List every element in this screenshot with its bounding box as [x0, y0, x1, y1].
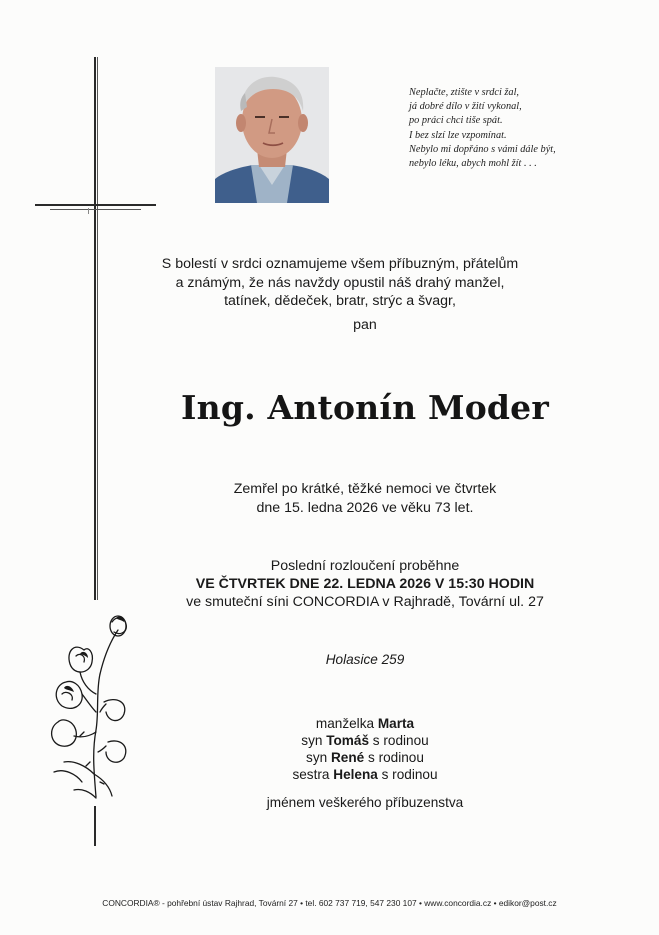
poem-line: Neplačte, ztište v srdci žal, — [409, 87, 520, 98]
death-info-line: dne 15. ledna 2026 ve věku 73 let. — [256, 499, 474, 516]
poem-line: I bez slzí lze vzpomínat. — [409, 129, 507, 141]
title-pan: pan — [353, 317, 377, 333]
farewell-info — [150, 557, 580, 611]
farewell-line: Poslední rozloučení proběhne — [270, 558, 460, 574]
family-member: syn Tomáš s rodinou — [301, 733, 429, 748]
intro-line: a známým, že nás navždy opustil náš drahý manžel, — [175, 274, 505, 291]
family-member: syn René s rodinou — [306, 750, 424, 765]
farewell-date: VE ČTVRTEK DNE 22. LEDNA 2026 V 15:30 HODIN — [195, 576, 535, 592]
poem-line: Nebylo mi dopřáno s vámi dále být, — [409, 143, 556, 155]
family-list — [150, 715, 580, 783]
family-member: manželka Marta — [315, 716, 415, 731]
footer-contact: CONCORDIA® - pohřební ústav Rajhrad, Tovární 27 • tel. 602 737 719, 547 230 107 • www.concordia.cz • edikor@post.cz — [102, 898, 557, 908]
poem — [409, 86, 649, 171]
family-member: sestra Helena s rodinou — [292, 767, 438, 782]
death-info-line: Zemřel po krátké, těžké nemoci ve čtvrtek — [233, 481, 497, 497]
rose-icon — [44, 612, 136, 802]
intro-line: S bolestí v srdci oznamujeme všem příbuzným, přátelům — [161, 256, 519, 272]
poem-line: po práci chci tiše spát. — [409, 115, 503, 127]
poem-line: nebylo léku, abych mohl žít . . . — [409, 158, 537, 170]
intro-line: tatínek, dědeček, bratr, strýc a švagr, — [224, 293, 456, 310]
portrait-photo — [215, 67, 329, 203]
death-info — [150, 480, 580, 517]
announcement-intro — [150, 255, 530, 311]
deceased-name: Ing. Antonín Moder — [181, 388, 549, 427]
on-behalf: jménem veškerého příbuzenstva — [266, 795, 464, 810]
poem-line: já dobré dílo v žití vykonal, — [409, 101, 522, 113]
farewell-venue: ve smuteční síni CONCORDIA v Rajhradě, Tovární ul. 27 — [186, 594, 544, 610]
address: Holasice 259 — [325, 652, 405, 667]
